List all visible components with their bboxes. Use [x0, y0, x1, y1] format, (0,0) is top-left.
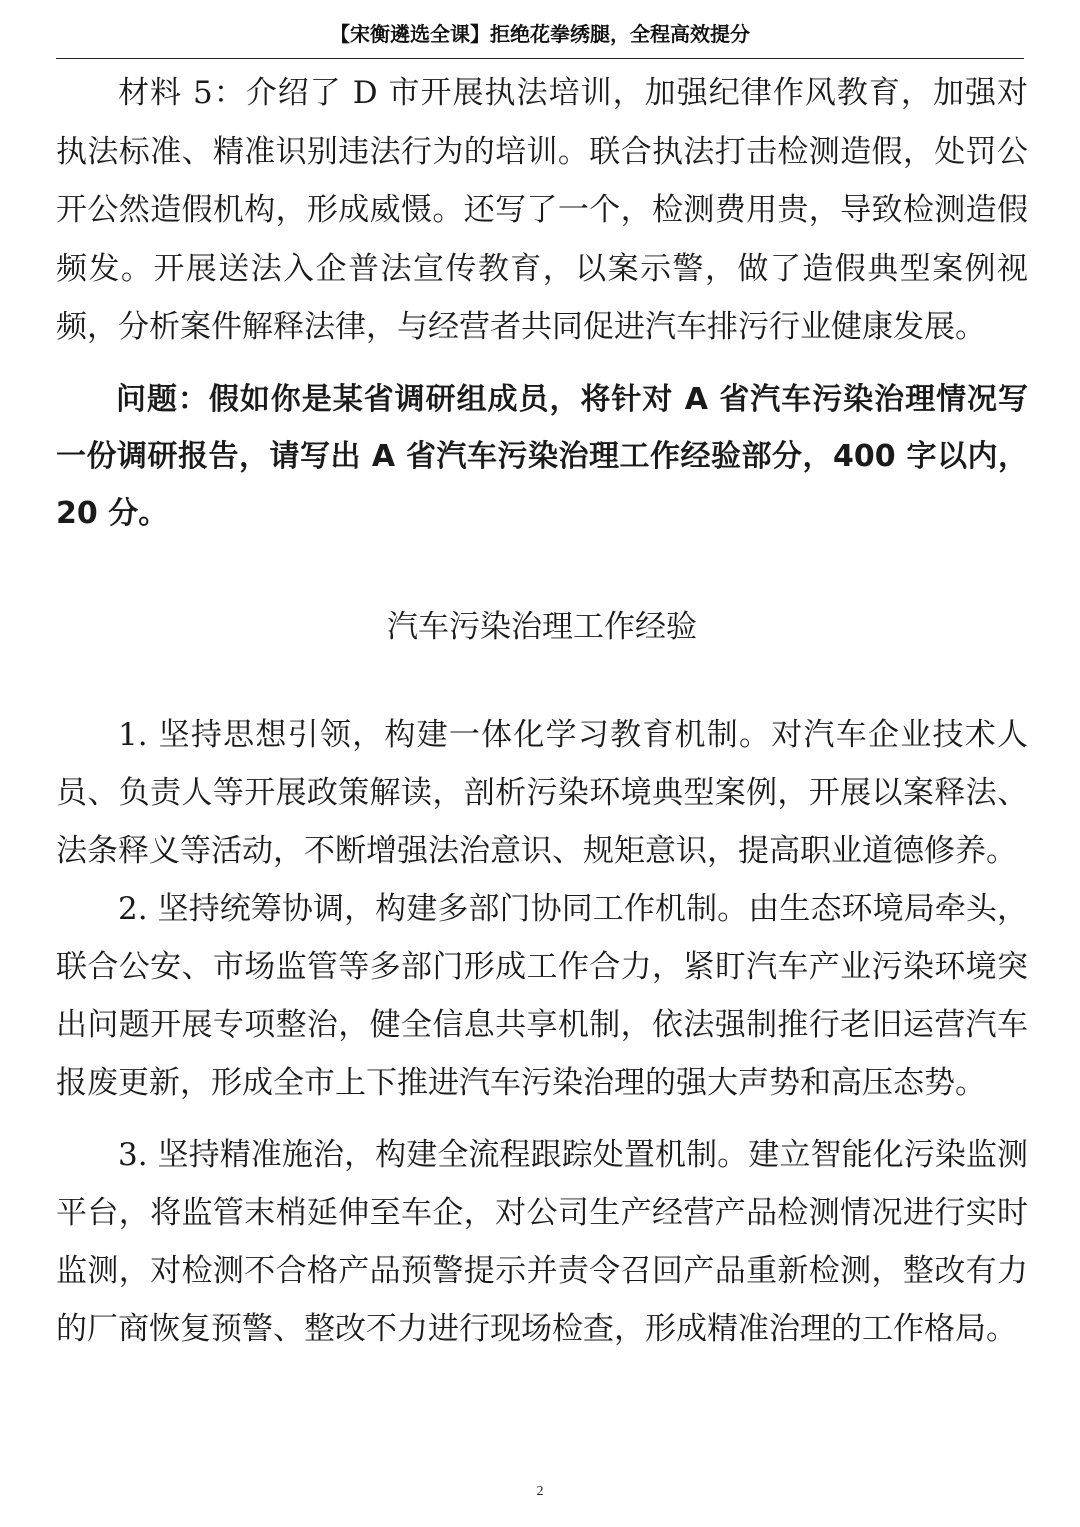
answer-item-3: 3. 坚持精准施治，构建全流程跟踪处置机制。建立智能化污染监测平台，将监管末梢延伸至车企，对公司生产经营产品检测情况进行实时监测，对检测不合格产品预警提示并责令召回产品重新检测，整改有力的厂商恢复预警、整改不力进行现场检查，形成精准治理的工作格局。: [56, 1136, 1028, 1347]
answer-item-2: 2. 坚持统筹协调，构建多部门协同工作机制。由生态环境局牵头，联合公安、市场监管等多部门形成工作合力，紧盯汽车产业污染环境突出问题开展专项整治，健全信息共享机制，依法强制推行老旧运营汽车报废更新，形成全市上下推进汽车污染治理的强大声势和高压态势。: [56, 890, 1028, 1101]
answer-title: 汽车污染治理工作经验: [387, 608, 697, 645]
header-divider: [56, 58, 1024, 59]
material-paragraph: 材料 5：介绍了 D 市开展执法培训，加强纪律作风教育，加强对执法标准、精准识别违法行为的培训。联合执法打击检测造假，处罚公开公然造假机构，形成威慑。还写了一个，检测费用贵，导致检测造假频发。开展送法入企普法宣传教育，以案示警，做了造假典型案例视频，分析案件解释法律，与经营者共同促进汽车排污行业健康发展。: [56, 75, 1028, 345]
question-paragraph: 问题：假如你是某省调研组成员，将针对 A 省汽车污染治理情况写一份调研报告，请写出 A 省汽车污染治理工作经验部分，400 字以内，20 分。: [56, 381, 1028, 531]
answer-item-1: 1. 坚持思想引领，构建一体化学习教育机制。对汽车企业技术人员、负责人等开展政策解读，剖析污染环境典型案例，开展以案释法、法条释义等活动，不断增强法治意识、规矩意识，提高职业道德修养。: [56, 716, 1028, 869]
document-body: [56, 64, 1028, 1358]
page-number: 2: [536, 1484, 544, 1499]
header-banner: 【宋衡遴选全课】拒绝花拳绣腿，全程高效提分: [330, 22, 750, 46]
